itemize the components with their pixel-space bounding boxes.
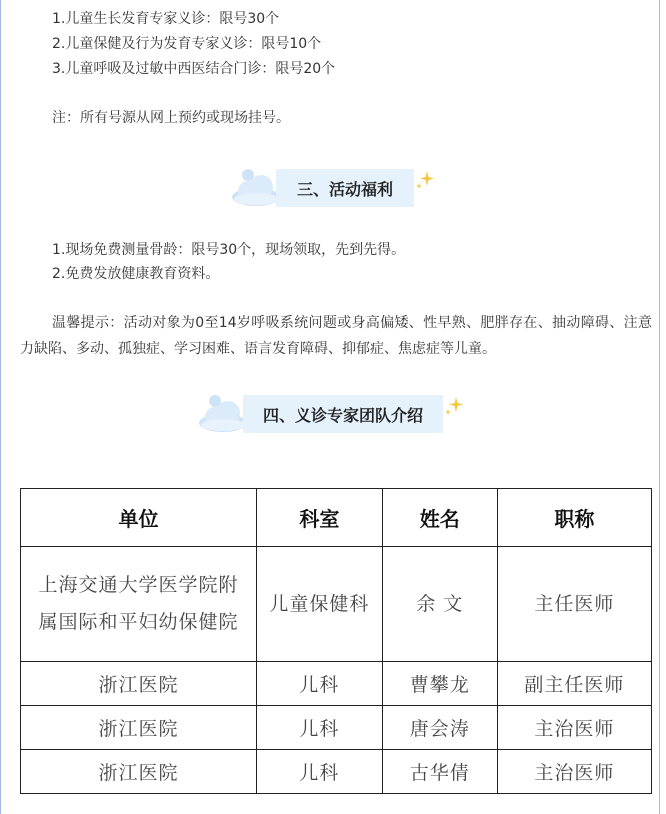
cell-title: 主治医师 xyxy=(497,706,651,750)
cell-title: 主治医师 xyxy=(497,750,651,794)
cell-name: 唐会涛 xyxy=(382,706,497,750)
cell-department: 儿科 xyxy=(256,662,382,706)
table-row xyxy=(21,706,652,750)
table-row xyxy=(21,750,652,794)
cell-unit: 浙江医院 xyxy=(21,706,257,750)
right-border xyxy=(659,0,660,814)
clinic-item-3: 3.儿童呼吸及过敏中西医结合门诊：限号20个 xyxy=(52,61,336,77)
cell-unit: 上海交通大学医学院附属国际和平妇幼保健院 xyxy=(21,547,257,662)
clinic-item-2: 2.儿童保健及行为发育专家义诊：限号10个 xyxy=(52,36,322,52)
section-heading-3 xyxy=(228,163,428,211)
section-heading-4 xyxy=(195,389,455,437)
benefit-item-2: 2.免费发放健康教育资料。 xyxy=(52,266,220,282)
clinic-item-1: 1.儿童生长发育专家义诊：限号30个 xyxy=(52,11,280,27)
table-row xyxy=(21,662,652,706)
expert-team-table xyxy=(20,488,652,794)
cell-department: 儿科 xyxy=(256,706,382,750)
cell-title: 副主任医师 xyxy=(497,662,651,706)
sparkle-icon xyxy=(443,395,465,417)
registration-note: 注：所有号源从网上预约或现场挂号。 xyxy=(52,110,290,126)
cell-department: 儿科 xyxy=(256,750,382,794)
table-row xyxy=(21,547,652,662)
section-title-4: 四、义诊专家团队介绍 xyxy=(243,395,443,433)
header-unit: 单位 xyxy=(21,489,257,547)
cell-name: 余 文 xyxy=(382,547,497,662)
header-title: 职称 xyxy=(497,489,651,547)
benefit-item-1: 1.现场免费测量骨龄：限号30个，现场领取，先到先得。 xyxy=(52,242,406,258)
cell-title: 主任医师 xyxy=(497,547,651,662)
cell-name: 曹攀龙 xyxy=(382,662,497,706)
warm-reminder: 温馨提示：活动对象为0至14岁呼吸系统问题或身高偏矮、性早熟、肥胖存在、抽动障碍、注意力缺陷、多动、孤独症、学习困难、语言发育障碍、抑郁症、焦虑症等儿童。 xyxy=(20,315,652,357)
cell-department: 儿童保健科 xyxy=(256,547,382,662)
cell-name: 古华倩 xyxy=(382,750,497,794)
header-name: 姓名 xyxy=(382,489,497,547)
section-title-3: 三、活动福利 xyxy=(276,169,414,207)
cell-unit: 浙江医院 xyxy=(21,662,257,706)
table-header-row xyxy=(21,489,652,547)
header-department: 科室 xyxy=(256,489,382,547)
sparkle-icon xyxy=(414,169,436,191)
left-border xyxy=(0,0,1,814)
cell-unit: 浙江医院 xyxy=(21,750,257,794)
